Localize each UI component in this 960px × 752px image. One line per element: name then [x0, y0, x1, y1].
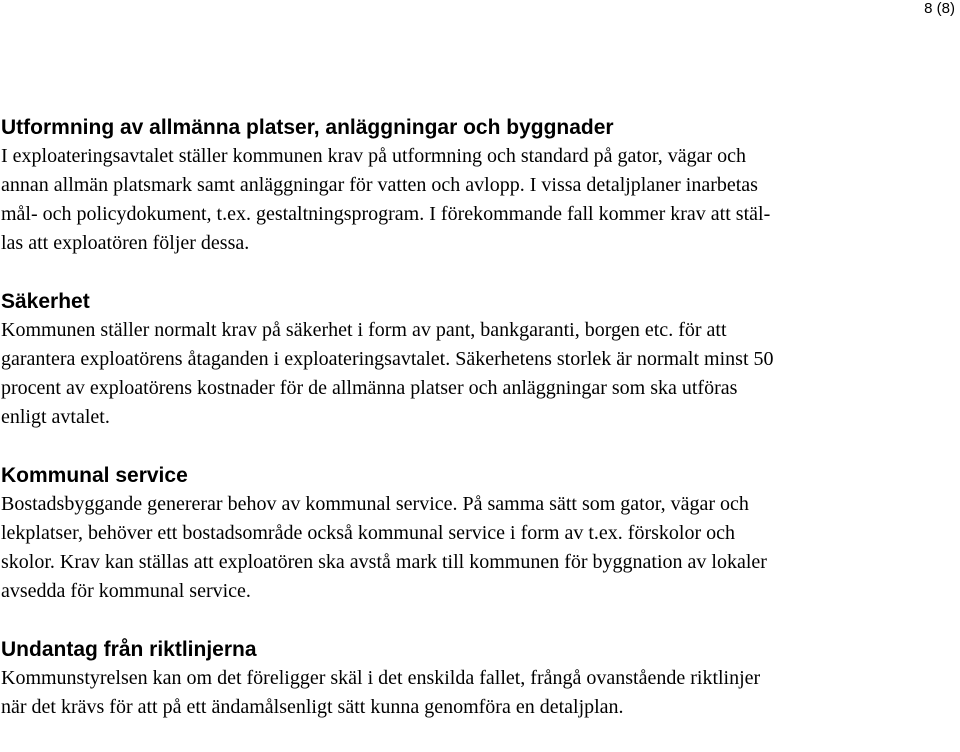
paragraph-line: lekplatser, behöver ett bostadsområde också kommunal service i form av t.ex. förskolor och: [1, 522, 735, 544]
paragraph-line: las att exploatören följer dessa.: [1, 232, 250, 254]
document-body: [1, 114, 901, 752]
paragraph-line: garantera exploatörens åtaganden i exploateringsavtalet. Säkerhetens storlek är normalt minst 50: [1, 348, 774, 370]
section-heading: Undantag från riktlinjerna: [1, 638, 257, 661]
section-utformning: [1, 114, 901, 258]
section-paragraph: [1, 664, 901, 722]
section-paragraph: [1, 316, 901, 432]
paragraph-line: skolor. Krav kan ställas att exploatören ska avstå mark till kommunen för byggnation av lokaler: [1, 551, 767, 573]
paragraph-line: I exploateringsavtalet ställer kommunen krav på utformning och standard på gator, vägar och: [1, 145, 747, 167]
paragraph-line: mål- och policydokument, t.ex. gestaltningsprogram. I förekommande fall kommer krav att stäl-: [1, 203, 771, 225]
section-heading: Säkerhet: [1, 290, 90, 313]
section-kommunal-service: [1, 462, 901, 606]
paragraph-line: Kommunstyrelsen kan om det föreligger skäl i det enskilda fallet, frångå ovanstående riktlinjer: [1, 667, 761, 689]
section-paragraph: [1, 142, 901, 258]
paragraph-line: Kommunen ställer normalt krav på säkerhet i form av pant, bankgaranti, borgen etc. för att: [1, 319, 727, 341]
section-sakerhet: [1, 288, 901, 432]
paragraph-line: procent av exploatörens kostnader för de allmänna platser och anläggningar som ska utföras: [1, 377, 738, 399]
paragraph-line: när det krävs för att på ett ändamålsenligt sätt kunna genomföra en detaljplan.: [1, 696, 624, 718]
section-undantag: [1, 636, 901, 722]
paragraph-line: avsedda för kommunal service.: [1, 580, 251, 602]
section-heading: Utformning av allmänna platser, anläggningar och byggnader: [1, 116, 614, 139]
paragraph-line: enligt avtalet.: [1, 406, 110, 428]
paragraph-line: Bostadsbyggande genererar behov av kommunal service. På samma sätt som gator, vägar och: [1, 493, 749, 515]
section-paragraph: [1, 490, 901, 606]
section-heading: Kommunal service: [1, 464, 188, 487]
page-number: 8 (8): [924, 0, 955, 17]
paragraph-line: annan allmän platsmark samt anläggningar för vatten och avlopp. I vissa detaljplaner inarbetas: [1, 174, 758, 196]
